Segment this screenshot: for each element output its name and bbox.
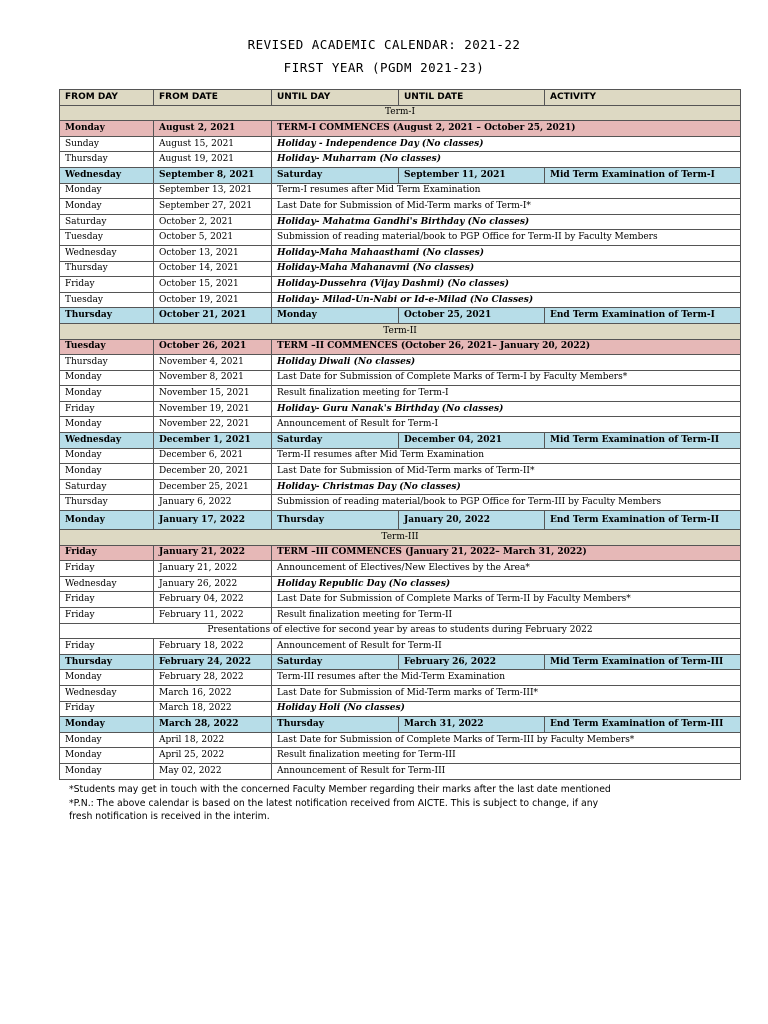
from-day-cell: Monday [60,199,154,215]
term-section-row [60,530,741,546]
term-section-label: Term-II [60,323,741,339]
table-row [60,495,741,511]
table-row [60,561,741,577]
from-day-cell: Friday [60,639,154,655]
activity-cell: Mid Term Examination of Term-I [545,167,741,183]
activity-cell: Announcement of Result for Term-II [272,639,741,655]
activity-cell: Submission of reading material/book to PGP Office for Term-III by Faculty Members [272,495,741,511]
from-date-cell: January 6, 2022 [154,495,272,511]
table-row [60,592,741,608]
from-day-cell: Tuesday [60,292,154,308]
from-date-cell: February 28, 2022 [154,670,272,686]
until-date-cell: October 25, 2021 [399,308,545,324]
from-date-cell: November 15, 2021 [154,386,272,402]
from-date-cell: November 19, 2021 [154,401,272,417]
activity-cell: Holiday-Maha Mahaasthami (No classes) [272,245,741,261]
from-day-cell: Thursday [60,495,154,511]
header-until-date: UNTIL DATE [399,90,545,106]
until-date-cell: January 20, 2022 [399,511,545,530]
activity-cell: Announcement of Result for Term-III [272,763,741,779]
activity-cell: End Term Examination of Term-I [545,308,741,324]
until-date-cell: December 04, 2021 [399,433,545,449]
activity-cell: Term-II resumes after Mid Term Examination [272,448,741,464]
activity-cell: Announcement of Electives/New Electives by the Area* [272,561,741,577]
table-row [60,701,741,717]
activity-cell: Term-I resumes after Mid Term Examination [272,183,741,199]
calendar-table [59,89,741,780]
header-from-day: FROM DAY [60,90,154,106]
from-day-cell: Wednesday [60,167,154,183]
from-day-cell: Friday [60,592,154,608]
table-row [60,464,741,480]
from-day-cell: Friday [60,277,154,293]
from-day-cell: Monday [60,121,154,137]
until-day-cell: Thursday [272,511,399,530]
activity-cell: Last Date for Submission of Complete Marks of Term-I by Faculty Members* [272,370,741,386]
table-row [60,670,741,686]
footnotes [69,783,689,824]
term-section-label: Term-III [60,530,741,546]
from-day-cell: Thursday [60,355,154,371]
from-day-cell: Monday [60,417,154,433]
from-date-cell: February 04, 2022 [154,592,272,608]
table-row [60,732,741,748]
until-day-cell: Saturday [272,167,399,183]
activity-cell: Submission of reading material/book to PGP Office for Term-II by Faculty Members [272,230,741,246]
table-row [60,370,741,386]
until-day-cell: Saturday [272,433,399,449]
from-date-cell: September 8, 2021 [154,167,272,183]
table-header-row [60,90,741,106]
from-date-cell: August 2, 2021 [154,121,272,137]
from-date-cell: September 27, 2021 [154,199,272,215]
from-date-cell: October 21, 2021 [154,308,272,324]
from-date-cell: February 11, 2022 [154,608,272,624]
from-day-cell: Friday [60,608,154,624]
activity-cell: Holiday- Muharram (No classes) [272,152,741,168]
from-date-cell: May 02, 2022 [154,763,272,779]
from-day-cell: Monday [60,717,154,733]
from-day-cell: Saturday [60,214,154,230]
from-date-cell: October 2, 2021 [154,214,272,230]
activity-cell: Holiday- Mahatma Gandhi's Birthday (No classes) [272,214,741,230]
until-day-cell: Thursday [272,717,399,733]
from-date-cell: November 22, 2021 [154,417,272,433]
header-activity: ACTIVITY [545,90,741,106]
from-date-cell: October 5, 2021 [154,230,272,246]
table-row [60,245,741,261]
note-text: Presentations of elective for second year by areas to students during February 2022 [60,623,741,639]
from-day-cell: Thursday [60,308,154,324]
from-date-cell: March 16, 2022 [154,685,272,701]
activity-cell: Announcement of Result for Term-I [272,417,741,433]
activity-cell: Holiday- Christmas Day (No classes) [272,479,741,495]
activity-cell: Last Date for Submission of Mid-Term marks of Term-III* [272,685,741,701]
from-day-cell: Monday [60,370,154,386]
activity-cell: Last Date for Submission of Complete Marks of Term-III by Faculty Members* [272,732,741,748]
from-date-cell: April 18, 2022 [154,732,272,748]
activity-cell: Mid Term Examination of Term-III [545,654,741,670]
footnote-pn: *P.N.: The above calendar is based on the latest notification received from AICTE. This is subject to change, if any [69,797,599,809]
from-date-cell: October 15, 2021 [154,277,272,293]
from-date-cell: December 1, 2021 [154,433,272,449]
from-date-cell: December 20, 2021 [154,464,272,480]
from-day-cell: Friday [60,701,154,717]
from-day-cell: Friday [60,401,154,417]
until-day-cell: Saturday [272,654,399,670]
activity-cell: Term-III resumes after the Mid-Term Examination [272,670,741,686]
page-title: REVISED ACADEMIC CALENDAR: 2021-22 [247,37,521,52]
activity-cell: Last Date for Submission of Mid-Term marks of Term-II* [272,464,741,480]
activity-cell: Result finalization meeting for Term-I [272,386,741,402]
activity-cell: Holiday Holi (No classes) [272,701,741,717]
from-date-cell: December 6, 2021 [154,448,272,464]
activity-cell: TERM-I COMMENCES (August 2, 2021 – October 25, 2021) [272,121,741,137]
from-date-cell: January 21, 2022 [154,561,272,577]
table-row [60,199,741,215]
from-day-cell: Monday [60,511,154,530]
from-day-cell: Monday [60,183,154,199]
table-row [60,214,741,230]
footnote-pn-cont: fresh notification is received in the interim. [69,811,270,822]
table-row [60,748,741,764]
from-day-cell: Monday [60,386,154,402]
header-until-day: UNTIL DAY [272,90,399,106]
from-date-cell: January 26, 2022 [154,576,272,592]
table-row [60,277,741,293]
term-commence-row [60,121,741,137]
table-row [60,685,741,701]
until-date-cell: March 31, 2022 [399,717,545,733]
from-day-cell: Monday [60,732,154,748]
activity-cell: Holiday-Dussehra (Vijay Dashmi) (No classes) [272,277,741,293]
from-date-cell: November 4, 2021 [154,355,272,371]
activity-cell: Last Date for Submission of Mid-Term marks of Term-I* [272,199,741,215]
table-row [60,401,741,417]
exam-row [60,511,741,530]
from-date-cell: October 13, 2021 [154,245,272,261]
from-day-cell: Friday [60,561,154,577]
from-day-cell: Monday [60,464,154,480]
term-section-row [60,105,741,121]
from-date-cell: February 18, 2022 [154,639,272,655]
table-row [60,448,741,464]
from-day-cell: Monday [60,763,154,779]
from-date-cell: October 19, 2021 [154,292,272,308]
activity-cell: TERM –III COMMENCES (January 21, 2022– March 31, 2022) [272,545,741,561]
table-row [60,386,741,402]
from-day-cell: Thursday [60,261,154,277]
from-day-cell: Wednesday [60,576,154,592]
table-row [60,292,741,308]
term-commence-row [60,545,741,561]
term-section-row [60,323,741,339]
from-day-cell: Wednesday [60,245,154,261]
header-from-date: FROM DATE [154,90,272,106]
table-row [60,261,741,277]
from-date-cell: October 14, 2021 [154,261,272,277]
table-row [60,479,741,495]
from-date-cell: January 21, 2022 [154,545,272,561]
table-row [60,355,741,371]
from-date-cell: October 26, 2021 [154,339,272,355]
exam-row [60,717,741,733]
exam-row [60,308,741,324]
activity-cell: Result finalization meeting for Term-III [272,748,741,764]
until-day-cell: Monday [272,308,399,324]
activity-cell: Holiday Republic Day (No classes) [272,576,741,592]
from-date-cell: April 25, 2022 [154,748,272,764]
table-row [60,608,741,624]
table-row [60,763,741,779]
footnote-students: *Students may get in touch with the concerned Faculty Member regarding their marks after the last date mentioned [69,784,611,795]
from-day-cell: Tuesday [60,230,154,246]
from-day-cell: Wednesday [60,685,154,701]
from-date-cell: March 28, 2022 [154,717,272,733]
from-day-cell: Friday [60,545,154,561]
activity-cell: End Term Examination of Term-II [545,511,741,530]
table-row [60,152,741,168]
from-day-cell: Monday [60,748,154,764]
from-day-cell: Thursday [60,654,154,670]
table-row [60,183,741,199]
from-day-cell: Tuesday [60,339,154,355]
from-day-cell: Monday [60,670,154,686]
table-row [60,417,741,433]
until-date-cell: September 11, 2021 [399,167,545,183]
table-row [60,639,741,655]
exam-row [60,654,741,670]
activity-cell: Mid Term Examination of Term-II [545,433,741,449]
from-day-cell: Sunday [60,136,154,152]
activity-cell: Holiday-Maha Mahanavmi (No classes) [272,261,741,277]
from-day-cell: Wednesday [60,433,154,449]
page-subtitle: FIRST YEAR (PGDM 2021-23) [283,60,485,75]
until-date-cell: February 26, 2022 [399,654,545,670]
from-day-cell: Saturday [60,479,154,495]
activity-cell: Holiday Diwali (No classes) [272,355,741,371]
note-row [60,623,741,639]
from-date-cell: August 15, 2021 [154,136,272,152]
from-day-cell: Monday [60,448,154,464]
table-row [60,230,741,246]
activity-cell: TERM –II COMMENCES (October 26, 2021– January 20, 2022) [272,339,741,355]
table-row [60,136,741,152]
from-date-cell: December 25, 2021 [154,479,272,495]
activity-cell: Holiday - Independence Day (No classes) [272,136,741,152]
term-commence-row [60,339,741,355]
from-date-cell: January 17, 2022 [154,511,272,530]
from-day-cell: Thursday [60,152,154,168]
activity-cell: Last Date for Submission of Complete Marks of Term-II by Faculty Members* [272,592,741,608]
from-date-cell: September 13, 2021 [154,183,272,199]
from-date-cell: February 24, 2022 [154,654,272,670]
term-section-label: Term-I [60,105,741,121]
exam-row [60,167,741,183]
from-date-cell: August 19, 2021 [154,152,272,168]
activity-cell: Holiday- Milad-Un-Nabi or Id-e-Milad (No Classes) [272,292,741,308]
activity-cell: End Term Examination of Term-III [545,717,741,733]
from-date-cell: March 18, 2022 [154,701,272,717]
activity-cell: Result finalization meeting for Term-II [272,608,741,624]
exam-row [60,433,741,449]
from-date-cell: November 8, 2021 [154,370,272,386]
table-row [60,576,741,592]
activity-cell: Holiday- Guru Nanak's Birthday (No classes) [272,401,741,417]
